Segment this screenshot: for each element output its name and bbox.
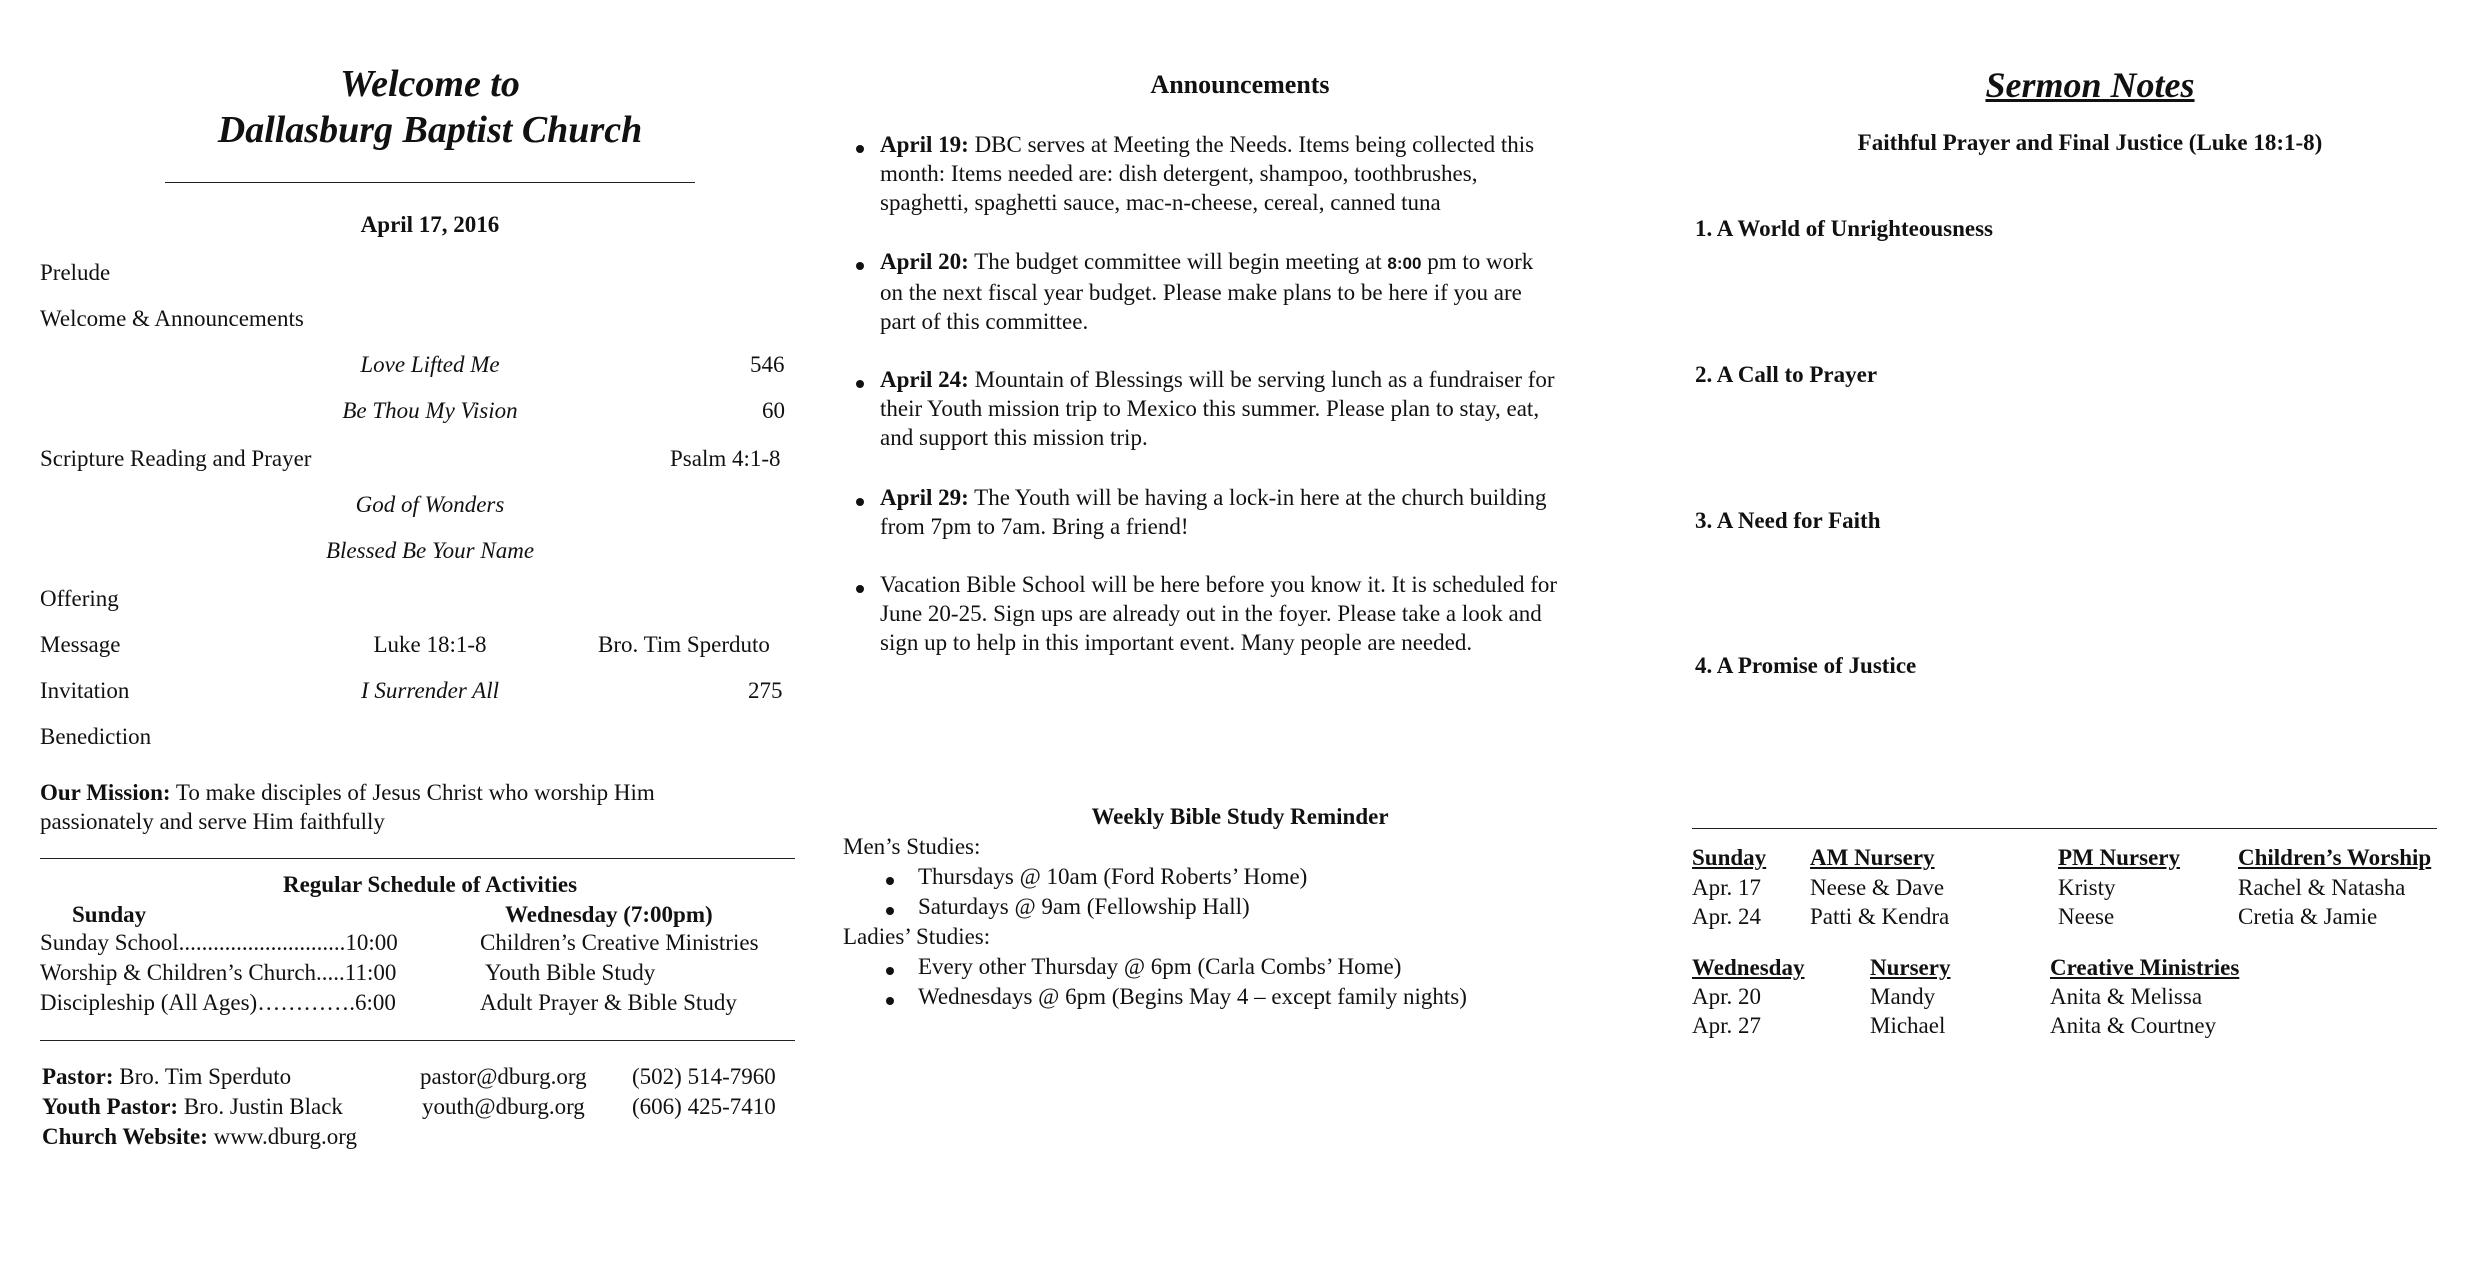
nursery-divider [1692, 828, 2437, 829]
hymn-number-60: 60 [762, 398, 785, 423]
announcement-text: and support this mission trip. [880, 425, 1148, 450]
announcement-item [880, 247, 1533, 336]
order-offering: Offering [40, 586, 119, 611]
hymn-number-546: 546 [750, 352, 785, 377]
mission-text: To make disciples of Jesus Christ who worship Him [175, 780, 655, 805]
announcement-date: April 29: [880, 485, 969, 510]
table-cell: Anita & Melissa [2050, 984, 2203, 1009]
website-line [42, 1124, 357, 1150]
table-header: AM Nursery [1810, 845, 1935, 870]
sermon-point: 1. A World of Unrighteousness [1695, 216, 1993, 241]
bullet-icon [886, 967, 894, 975]
order-message: Message [40, 632, 121, 657]
contacts-divider [40, 1040, 795, 1041]
bullet-icon [856, 262, 864, 270]
table-cell: Mandy [1870, 984, 1936, 1009]
sermon-point: 3. A Need for Faith [1695, 508, 1881, 533]
table-cell: Neese & Dave [1810, 875, 1945, 900]
sermon-point: 2. A Call to Prayer [1695, 362, 1878, 387]
table-cell: Kristy [2058, 875, 2116, 900]
pastor-name: Bro. Tim Sperduto [119, 1064, 292, 1089]
schedule-sunday-header: Sunday [72, 902, 147, 927]
announcements-title: Announcements [1150, 70, 1330, 99]
youth-pastor-line [42, 1094, 343, 1120]
ladies-study-item: Wednesdays @ 6pm (Begins May 4 – except family nights) [918, 984, 1467, 1009]
order-invitation: Invitation [40, 678, 130, 703]
order-welcome: Welcome & Announcements [40, 306, 304, 331]
table-cell: Apr. 24 [1692, 904, 1761, 929]
bullet-icon [856, 585, 864, 593]
table-cell: Patti & Kendra [1810, 904, 1950, 929]
announcement-text: The Youth will be having a lock-in here at the church building [974, 485, 1547, 510]
announcement-text: from 7pm to 7am. Bring a friend! [880, 514, 1189, 539]
announcement-text: pm to work [1427, 249, 1534, 274]
website-url: www.dburg.org [213, 1124, 357, 1149]
announcement-text: sign up to help in this important event. Many people are needed. [880, 630, 1473, 655]
announcement-item [880, 570, 1557, 657]
table-cell: Anita & Courtney [2050, 1013, 2217, 1038]
sermon-notes-title: Sermon Notes [1985, 65, 2195, 105]
schedule-wednesday-row: Adult Prayer & Bible Study [480, 990, 737, 1015]
mens-study-item: Thursdays @ 10am (Ford Roberts’ Home) [918, 864, 1308, 889]
sermon-subtitle: Faithful Prayer and Final Justice (Luke 18:1-8) [1857, 130, 2323, 155]
schedule-wednesday-header: Wednesday (7:00pm) [505, 902, 713, 927]
youth-pastor-phone: (606) 425-7410 [632, 1094, 776, 1119]
schedule-sunday-row: Sunday School.............................10:00 [40, 930, 398, 955]
title-divider [165, 182, 695, 183]
order-prelude: Prelude [40, 260, 111, 285]
announcement-text: DBC serves at Meeting the Needs. Items being collected this [974, 132, 1535, 157]
pastor-line [42, 1064, 291, 1090]
message-reference: Luke 18:1-8 [373, 632, 487, 657]
announcement-item [880, 130, 1534, 217]
youth-pastor-label: Youth Pastor: [42, 1094, 179, 1119]
table-header: Nursery [1870, 955, 1951, 980]
bible-study-title: Weekly Bible Study Reminder [1091, 804, 1389, 829]
announcement-item [880, 483, 1546, 541]
table-cell: Michael [1870, 1013, 1946, 1038]
announcement-text: June 20-25. Sign ups are already out in the foyer. Please take a look and [880, 601, 1542, 626]
table-cell: Cretia & Jamie [2238, 904, 2378, 929]
pastor-label: Pastor: [42, 1064, 114, 1089]
announcement-date: April 24: [880, 367, 969, 392]
hymn-love-lifted-me: Love Lifted Me [360, 352, 500, 377]
schedule-sunday-row: Worship & Children’s Church.....11:00 [40, 960, 397, 985]
bullet-icon [886, 997, 894, 1005]
schedule-wednesday-row: Youth Bible Study [485, 960, 656, 985]
youth-pastor-name: Bro. Justin Black [183, 1094, 343, 1119]
order-benediction: Benediction [40, 724, 152, 749]
announcement-date: April 19: [880, 132, 969, 157]
announcement-item [880, 365, 1555, 452]
announcement-text: Mountain of Blessings will be serving lunch as a fundraiser for [974, 367, 1555, 392]
ladies-study-item: Every other Thursday @ 6pm (Carla Combs’ Home) [918, 954, 1402, 979]
schedule-divider [40, 858, 795, 859]
table-cell: Neese [2058, 904, 2115, 929]
announcement-text: Vacation Bible School will be here before you know it. It is scheduled for [880, 572, 1558, 597]
youth-pastor-email: youth@dburg.org [422, 1094, 585, 1119]
table-cell: Apr. 27 [1692, 1013, 1761, 1038]
schedule-title: Regular Schedule of Activities [282, 872, 578, 897]
pastor-email: pastor@dburg.org [420, 1064, 587, 1089]
table-cell: Rachel & Natasha [2238, 875, 2406, 900]
pastor-phone: (502) 514-7960 [632, 1064, 776, 1089]
mens-study-item: Saturdays @ 9am (Fellowship Hall) [918, 894, 1250, 919]
ladies-studies-label: Ladies’ Studies: [843, 924, 991, 949]
schedule-sunday-row: Discipleship (All Ages)………….6:00 [40, 990, 396, 1015]
table-header: Sunday [1692, 845, 1767, 870]
announcement-text: part of this committee. [880, 309, 1089, 334]
message-speaker: Bro. Tim Sperduto [598, 632, 770, 657]
table-header: Wednesday [1692, 955, 1805, 980]
table-header: PM Nursery [2058, 845, 2180, 870]
announcement-time: 8:00 [1387, 254, 1422, 273]
announcement-text: spaghetti, spaghetti sauce, mac-n-cheese, cereal, canned tuna [880, 190, 1441, 215]
announcement-date: April 20: [880, 249, 969, 274]
mission-label: Our Mission: [40, 780, 171, 805]
announcement-text: on the next fiscal year budget. Please make plans to be here if you are [880, 280, 1522, 305]
scripture-reference: Psalm 4:1-8 [670, 446, 781, 471]
welcome-title-line1: Welcome to [340, 63, 520, 105]
announcement-text: month: Items needed are: dish detergent, shampoo, toothbrushes, [880, 161, 1478, 186]
website-label: Church Website: [42, 1124, 208, 1149]
song-blessed-be-your-name: Blessed Be Your Name [325, 538, 535, 563]
order-scripture: Scripture Reading and Prayer [40, 446, 312, 471]
table-cell: Apr. 20 [1692, 984, 1761, 1009]
announcement-text: their Youth mission trip to Mexico this summer. Please plan to stay, eat, [880, 396, 1540, 421]
invitation-song: I Surrender All [361, 678, 499, 703]
bullet-icon [856, 498, 864, 506]
schedule-wednesday-row: Children’s Creative Ministries [480, 930, 759, 955]
announcement-text: The budget committee will begin meeting at [974, 249, 1382, 274]
hymn-be-thou-my-vision: Be Thou My Vision [342, 398, 518, 423]
welcome-title-line2: Dallasburg Baptist Church [217, 109, 643, 151]
mission-statement-line2: passionately and serve Him faithfully [40, 809, 385, 834]
table-cell: Apr. 17 [1692, 875, 1761, 900]
song-god-of-wonders: God of Wonders [355, 492, 505, 517]
service-date: April 17, 2016 [360, 212, 500, 237]
bullet-icon [856, 145, 864, 153]
sermon-point: 4. A Promise of Justice [1695, 653, 1917, 678]
bullet-icon [886, 907, 894, 915]
mission-statement-line1 [40, 780, 655, 806]
invitation-hymn-number: 275 [748, 678, 783, 703]
table-header: Children’s Worship [2238, 845, 2432, 870]
bullet-icon [886, 877, 894, 885]
table-header: Creative Ministries [2050, 955, 2240, 980]
mens-studies-label: Men’s Studies: [843, 834, 981, 859]
bullet-icon [856, 380, 864, 388]
